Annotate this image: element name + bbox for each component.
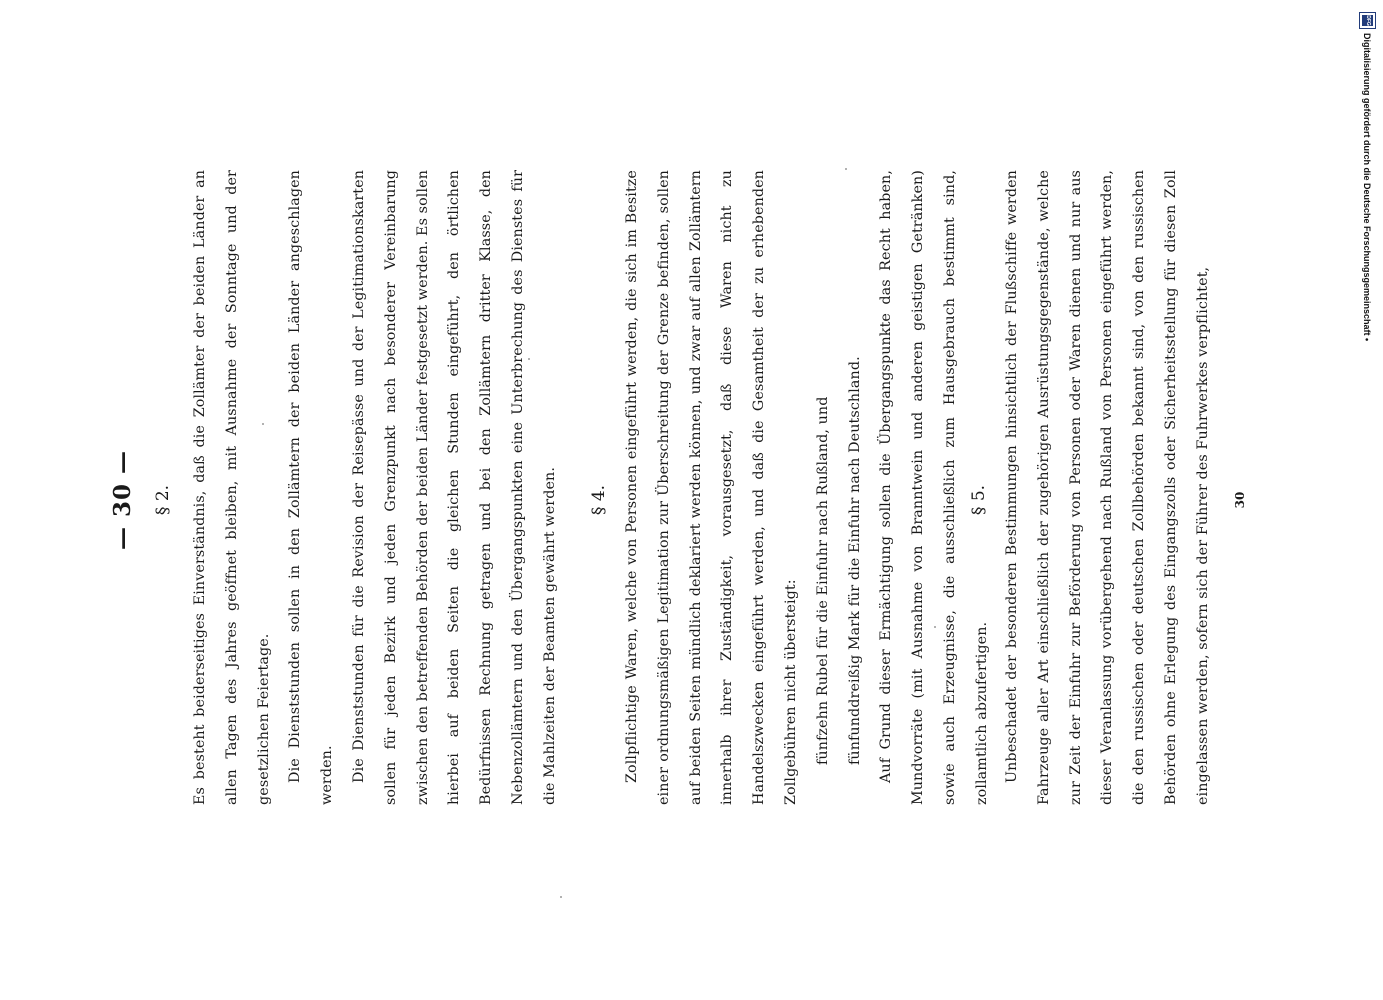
paragraph: Die Dienststunden sollen in den Zollämtern der beiden Länder angeschlagen werden.	[287, 170, 336, 805]
page-number-footer: 30	[1233, 491, 1247, 509]
paragraph: fünfunddreißig Mark für die Einfuhr nach Deutschland.	[846, 356, 863, 765]
scan-speck	[560, 896, 562, 898]
section-5-text	[997, 170, 1220, 805]
section-2-text	[185, 170, 567, 805]
scan-speck	[845, 168, 847, 170]
scan-speck	[934, 626, 936, 628]
paragraph: Auf Grund dieser Ermächtigung sollen die Übergangspunkte das Recht haben, Mundvorräte (mit Ausnahme von Branntwein und anderen geistigen Getränken) sowie auch Erzeugnisse, die ausschließlich zum Hausgebrauch bestimmt sind, zollamtlich abzufertigen.	[878, 170, 990, 805]
section-4-text	[617, 170, 999, 805]
paragraph: fünfzehn Rubel für die Einfuhr nach Rußland, und	[814, 396, 831, 765]
scan-speck	[528, 358, 530, 360]
section-heading-4: § 4.	[589, 484, 609, 516]
paragraph: Zollpflichtige Waren, welche von Personen eingeführt werden, die sich im Besitze einer ordnungsmäßigen Legitimation zur Überschreitung der Grenze befinden, sollen auf beiden Seiten mündlich deklariert werden können, und zwar auf allen Zollämtern innerhalb ihrer Zuständigkeit, vorausgesetzt, daß diese Waren nicht zu Handelszwecken eingeführt werden, und daß die Gesamtheit der zu erhebenden Zollgebühren nicht übersteigt:	[624, 170, 799, 805]
paragraph: Unbeschadet der besonderen Bestimmungen hinsichtlich der Flußschiffe werden Fahrzeuge aller Art einschließlich der zugehörigen Ausrüstungsgegenstände, welche zur Zeit der Einfuhr zur Beförderung von Personen oder Waren dienen und nur aus dieser Veranlassung vorübergehend nach Rußland von Personen eingeführt werden, die den russischen oder deutschen Zollbehörden bekannt sind, von den russischen Behörden ohne Erlegung des Eingangszolls oder Sicherheitsstellung für diesen Zoll eingelassen werden, sofern sich der Führer des Fuhrwerkes verpflichtet,	[1004, 170, 1211, 805]
section-heading-2: § 2.	[153, 484, 173, 516]
scan-speck	[262, 423, 264, 425]
paragraph: Die Dienststunden für die Revision der Reisepässe und der Legitimationskarten sollen für jeden Bezirk und jeden Grenzpunkt nach besonderer Vereinbarung zwischen den betreffenden Behörden der beiden Länder festgesetzt werden. Es sollen hierbei auf beiden Seiten die gleichen Stunden eingeführt, den örtlichen Bedürfnissen Rechnung getragen und bei den Zollämtern dritter Klasse, den Nebenzollämtern und den Übergangspunkten eine Unterbrechung des Dienstes für die Mahlzeiten der Beamten gewährt werden.	[350, 169, 558, 805]
dfg-logo-icon: DFG	[1359, 12, 1376, 29]
paragraph: Es besteht beiderseitiges Einverständnis, daß die Zollämter der beiden Länder an allen Tagen des Jahres geöffnet bleiben, mit Ausnahme der Sonntage und der gesetzlichen Feiertage.	[192, 170, 272, 805]
digitization-credit	[1359, 12, 1376, 341]
digitization-credit-text: Digitalisierung gefördert durch die Deutsche Forschungsgemeinschaft •	[1362, 33, 1373, 342]
page-header: — 30 —	[109, 449, 136, 551]
section-heading-5: § 5.	[969, 484, 989, 516]
scanned-page	[69, 0, 1369, 1000]
